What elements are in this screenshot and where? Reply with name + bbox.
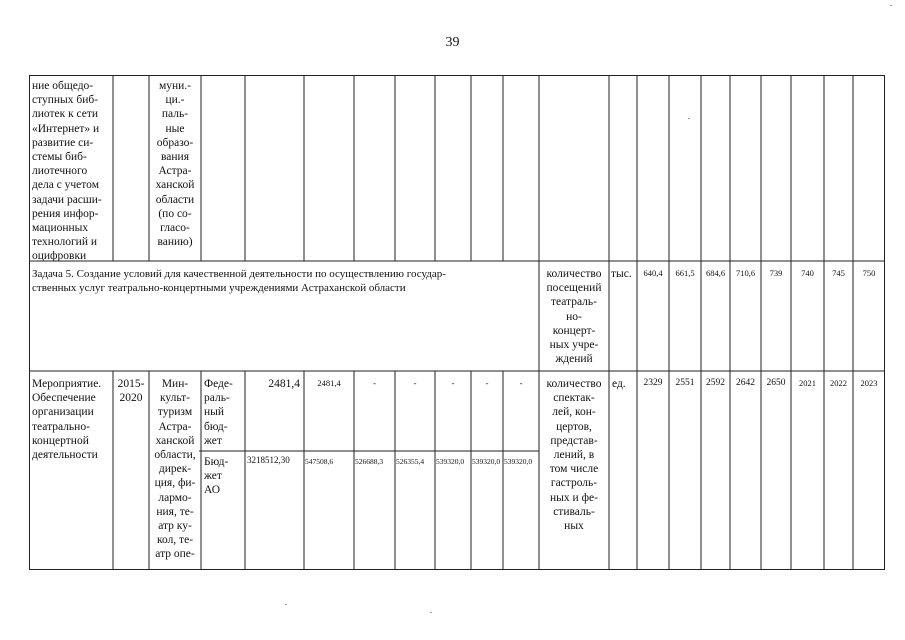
task-value: 745 (832, 268, 845, 278)
regional-year-value: 547508,6 (305, 457, 334, 466)
regional-year-value: 539320,0 (504, 457, 533, 466)
task-value: 640,4 (643, 268, 663, 278)
activity-value: 2642 (736, 378, 755, 388)
page-number: 39 (445, 35, 460, 50)
activity-period: 2015- 2020 (117, 378, 145, 405)
federal-year-value: - (451, 378, 455, 388)
regional-year-value: 526688,3 (355, 457, 384, 466)
activity-executor: Мин- культ- туризм Астра- ханской области, дирек- ция, фи- лармо- ния, те- атр ку- кол, те- атр опе- (154, 378, 196, 561)
task-value: 740 (801, 268, 814, 278)
activity-value: 2023 (860, 378, 878, 388)
task-value: 684,6 (705, 268, 726, 278)
scan-speck (890, 5, 892, 6)
measure-text: ние общедо- ступных биб- лиотек к сети «Интернет» и развитие си- стемы биб- лиотечного дела с учетом задачи расши- рения инфор- мационных технологий и оцифровки (32, 80, 102, 263)
activity-name: Мероприятие. Обеспечение организации театрально- концертной деятельности (32, 378, 102, 462)
federal-year-value: - (413, 378, 417, 388)
source-regional: Бюд- жет АО (204, 456, 229, 497)
task-value: 661,5 (675, 268, 695, 278)
task-indicator: количество посещений театраль- но- концерт- ных учре- ждений (546, 268, 602, 366)
regional-year-value: 539320,0 (472, 457, 501, 466)
activity-indicator: количество спектак- лей, кон- цертов, представ- лений, в том числе гастроль- ных и фе- стиваль- ных (546, 378, 602, 533)
scan-speck (430, 612, 432, 613)
activity-value: 2329 (643, 378, 663, 388)
scan-speck (285, 604, 287, 605)
activity-value: 2021 (799, 378, 816, 388)
regional-total: 3218512,30 (247, 455, 290, 465)
activity-value: 2022 (830, 378, 847, 388)
activity-value: 2592 (706, 378, 725, 388)
federal-year-value: - (373, 378, 376, 388)
activity-value: 2650 (766, 378, 786, 388)
task-value: 710,6 (735, 268, 756, 278)
executor-text: муни.- ци.- паль- ные образо- вания Астра- ханской области (по со- гласо- ванию) (155, 80, 195, 249)
regional-year-value: 526355,4 (396, 457, 425, 466)
task-value: 750 (862, 268, 876, 278)
source-federal: Феде- раль- ный бюд- жет (204, 378, 233, 447)
federal-year-value: - (485, 378, 489, 388)
activity-value: 2551 (675, 378, 695, 388)
federal-year-value: - (519, 378, 523, 388)
activity-unit: ед. (612, 378, 626, 390)
budget-table (29, 75, 885, 570)
regional-year-value: 539320,0 (436, 457, 465, 466)
task-title: Задача 5. Создание условий для качественной деятельности по осуществлению государ- ственных услуг театрально-концертными учреждениями Астраханской области (32, 268, 446, 295)
task-value: 739 (769, 268, 783, 278)
federal-year-value: 2481,4 (317, 378, 341, 388)
task-unit: тыс. (611, 268, 632, 280)
federal-total: 2481,4 (268, 378, 300, 390)
scan-speck (688, 118, 690, 119)
